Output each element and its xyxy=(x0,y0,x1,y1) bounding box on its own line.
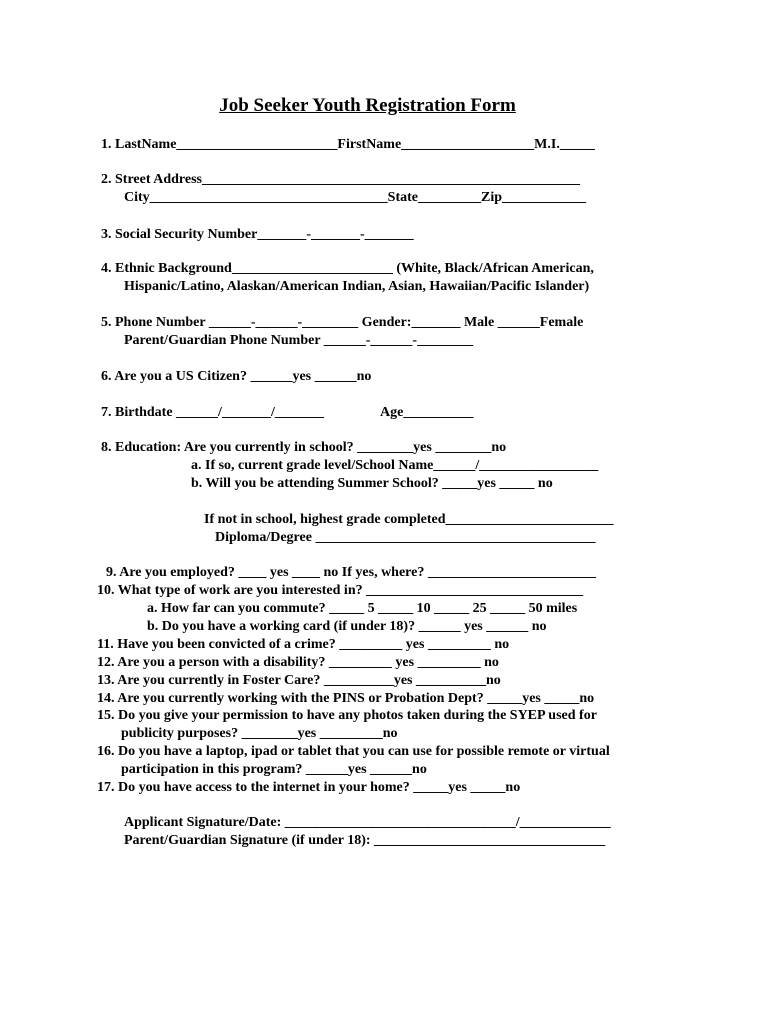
question-6-citizen[interactable]: 6. Are you a US Citizen? ______yes ______no xyxy=(101,369,372,384)
guardian-signature-line[interactable]: Parent/Guardian Signature (if under 18): _________________________________ xyxy=(124,833,606,848)
question-16-participation-answer[interactable]: participation in this program? ______yes ______no xyxy=(121,762,427,777)
question-16-device: 16. Do you have a laptop, ipad or tablet that you can use for possible remote or virtual xyxy=(97,744,610,759)
question-8b-summer-school[interactable]: b. Will you be attending Summer School? _____yes _____ no xyxy=(191,476,553,491)
question-1-name[interactable]: 1. LastName_______________________FirstName___________________M.I._____ xyxy=(101,137,595,152)
question-14-pins-probation[interactable]: 14. Are you currently working with the PINS or Probation Dept? _____yes _____no xyxy=(97,691,595,706)
question-10b-working-card[interactable]: b. Do you have a working card (if under 18)? ______ yes ______ no xyxy=(147,619,547,634)
applicant-signature-line[interactable]: Applicant Signature/Date: _________________________________/_____________ xyxy=(124,815,611,830)
question-15-photo-permission: 15. Do you give your permission to have any photos taken during the SYEP used for xyxy=(97,708,597,723)
question-15-publicity-answer[interactable]: publicity purposes? ________yes _________no xyxy=(121,726,398,741)
question-7-birthdate[interactable]: 7. Birthdate ______/_______/_______ xyxy=(101,405,324,420)
question-5-guardian-phone[interactable]: Parent/Guardian Phone Number ______-______-________ xyxy=(124,333,474,348)
question-2-street-address[interactable]: 2. Street Address______________________________________________________ xyxy=(101,172,580,187)
question-8-education[interactable]: 8. Education: Are you currently in school? ________yes ________no xyxy=(101,440,507,455)
question-8-highest-grade[interactable]: If not in school, highest grade completed________________________ xyxy=(204,512,614,527)
question-11-convicted[interactable]: 11. Have you been convicted of a crime? _________ yes _________ no xyxy=(97,637,510,652)
question-17-internet[interactable]: 17. Do you have access to the internet in your home? _____yes _____no xyxy=(97,780,521,795)
question-12-disability[interactable]: 12. Are you a person with a disability? _________ yes _________ no xyxy=(97,655,499,670)
question-5-phone-gender[interactable]: 5. Phone Number ______-______-________ Gender:_______ Male ______Female xyxy=(101,315,584,330)
question-4-ethnic-background[interactable]: 4. Ethnic Background_______________________ (White, Black/African American, xyxy=(101,261,594,276)
question-10-work-interest[interactable]: 10. What type of work are you interested in? _______________________________ xyxy=(97,583,584,598)
form-title: Job Seeker Youth Registration Form xyxy=(219,95,516,116)
question-2-city-state-zip[interactable]: City__________________________________State_________Zip____________ xyxy=(124,190,586,205)
question-4-ethnic-options: Hispanic/Latino, Alaskan/American Indian, Asian, Hawaiian/Pacific Islander) xyxy=(124,279,590,294)
question-10a-commute[interactable]: a. How far can you commute? _____ 5 _____ 10 _____ 25 _____ 50 miles xyxy=(147,601,578,616)
question-8a-grade-level[interactable]: a. If so, current grade level/School Name______/_________________ xyxy=(191,458,599,473)
question-8-diploma-degree[interactable]: Diploma/Degree ________________________________________ xyxy=(215,530,596,545)
question-9-employed[interactable]: 9. Are you employed? ____ yes ____ no If yes, where? ________________________ xyxy=(106,565,596,580)
question-7-age[interactable]: Age__________ xyxy=(380,405,474,420)
question-13-foster-care[interactable]: 13. Are you currently in Foster Care? __________yes __________no xyxy=(97,673,501,688)
question-3-ssn[interactable]: 3. Social Security Number_______-_______-_______ xyxy=(101,227,414,242)
